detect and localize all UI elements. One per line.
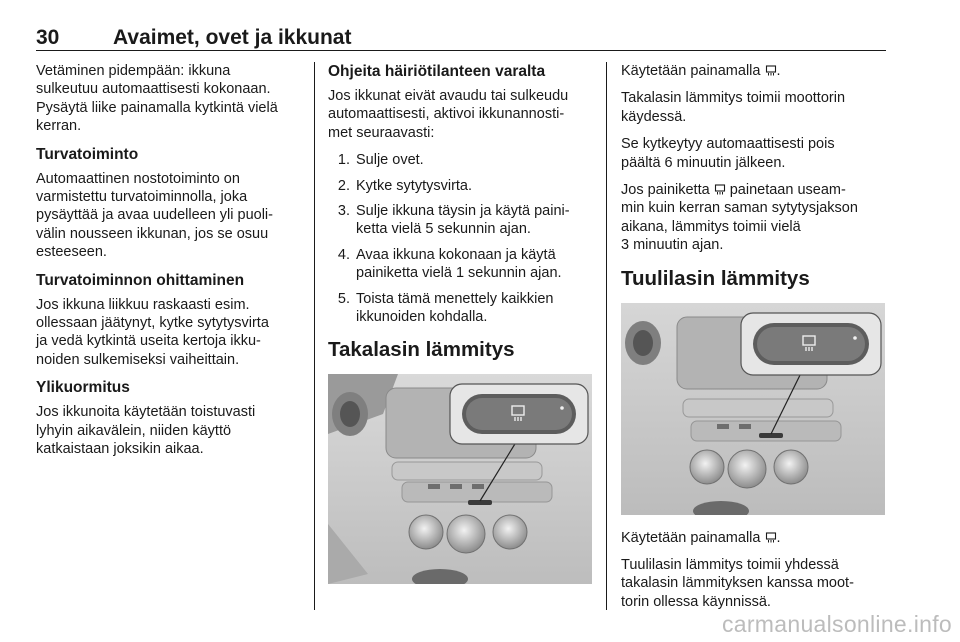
- dashboard-photo-windshield-defrost: [621, 303, 885, 515]
- column-1: [36, 62, 304, 468]
- rear-repeat-paragraph: Jos painiketta painetaan useam- min kuin kerran saman sytytysjakson aikana, lämmitys toimii vielä 3 minuutin ajan.: [621, 182, 858, 254]
- watermark: carmanualsonline.info: [721, 611, 952, 637]
- rear-window-defrost-icon: [714, 184, 726, 195]
- dashboard-photo-rear-defrost: [328, 374, 592, 584]
- reset-steps-list: [328, 151, 598, 326]
- rear-auto-off-paragraph: Se kytkeytyy automaattisesti pois päältä 6 minuutin jälkeen.: [621, 136, 835, 171]
- rear-engine-paragraph: Takalasin lämmitys toimii moottorin käydessä.: [621, 90, 846, 125]
- fault-paragraph: Jos ikkunat eivät avaudu tai sulkeudu automaattisesti, aktivoi ikkunannosti- met seuraavasti:: [328, 88, 569, 141]
- override-paragraph: Jos ikkuna liikkuu raskaasti esim. ollessaan jäätynyt, kytke sytytysvirta ja vedä kytkintä useita kertoja ikku- noiden sulkemiseksi vaiheittain.: [36, 296, 269, 368]
- ws-paragraph: Tuulilasin lämmitys toimii yhdessä takalasin lämmityksen kanssa moot- torin ollessa käynnissä.: [621, 557, 854, 610]
- rear-window-defrost-icon: [765, 65, 777, 76]
- list-item: 2. Kytke sytytysvirta.: [354, 177, 598, 195]
- list-item: 1. Sulje ovet.: [354, 151, 598, 169]
- list-item: 4. Avaa ikkuna kokonaan ja käytä painiketta vielä 1 sekunnin ajan.: [354, 246, 598, 283]
- header-rule: [36, 50, 886, 51]
- heading-safety-function: Turvatoiminto: [36, 145, 139, 163]
- column-divider-2: [606, 62, 607, 610]
- page-number: 30: [36, 26, 60, 49]
- heading-windshield-heating: Tuulilasin lämmitys: [621, 266, 810, 290]
- list-item: 5. Toista tämä menettely kaikkien ikkunoiden kohdalla.: [354, 290, 598, 327]
- safety-paragraph: Automaattinen nostotoiminto on varmistettu turvatoiminnolla, joka pysäyttää ja avaa uudelleen yli puoli- välin nousseen ikkunan, jos se osuu esteeseen.: [36, 170, 273, 261]
- list-item: 3. Sulje ikkuna täysin ja käytä paini- ketta vielä 5 sekunnin ajan.: [354, 202, 598, 239]
- heading-overload: Ylikuormitus: [36, 379, 130, 397]
- column-divider-1: [314, 62, 315, 610]
- heading-rear-window-heating: Takalasin lämmitys: [328, 338, 515, 362]
- column-2: [328, 62, 598, 584]
- chapter-title: Avaimet, ovet ja ikkunat: [113, 26, 352, 49]
- overload-paragraph: Jos ikkunoita käytetään toistuvasti lyhyin aikavälein, niiden käyttö katkaistaan joksikin aikaa.: [36, 404, 256, 458]
- intro-paragraph: Vetäminen pidempään: ikkuna sulkeutuu automaattisesti kokonaan. Pysäytä liike painamalla kytkintä vielä kerran.: [36, 63, 278, 135]
- rear-window-defrost-icon: [765, 532, 777, 543]
- ws-press-paragraph: Käytetään painamalla .: [621, 529, 781, 546]
- page-header: [36, 26, 886, 50]
- column-3: [621, 62, 887, 620]
- heading-fault-instructions: Ohjeita häiriötilanteen varalta: [328, 63, 546, 80]
- rear-press-paragraph: Käytetään painamalla .: [621, 63, 781, 79]
- heading-override-safety: Turvatoiminnon ohittaminen: [36, 271, 245, 289]
